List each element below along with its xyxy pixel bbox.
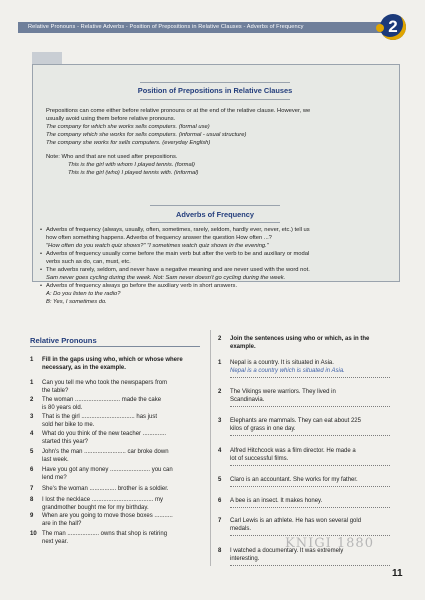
bullet-icon: •	[40, 283, 43, 289]
item-text: interesting.	[230, 556, 260, 562]
answer-line[interactable]	[230, 435, 390, 437]
exercise-number: 1	[30, 357, 34, 363]
item-text: medals.	[230, 526, 252, 532]
item-text: Can you tell me who took the newspapers from	[42, 380, 168, 386]
item-text: Elephants are mammals. They can eat about 225	[230, 418, 361, 424]
item-text: What do you think of the new teacher ..............	[42, 431, 167, 437]
box-text: Prepositions can come either before relative pronouns or at the end of the relative clause. However, we	[46, 108, 311, 114]
bullet-icon: •	[40, 251, 43, 257]
bullet-icon: •	[40, 267, 43, 273]
title-rule-bottom	[140, 99, 290, 100]
item-number: 2	[30, 397, 34, 403]
answer-line[interactable]	[230, 406, 390, 408]
item-text: That is the girl ................................ has just	[42, 414, 158, 420]
item-number: 6	[30, 467, 34, 473]
item-text: I lost the necklace ..................................... my	[42, 497, 164, 503]
item-text: The man ................... owns that shop is retiring	[42, 531, 168, 537]
example-answer: Nepal is a country which is situated in Asia.	[230, 368, 345, 374]
box-title-prepositions: Position of Prepositions in Relative Clauses	[137, 86, 293, 95]
item-text: lot of successful films.	[230, 456, 289, 462]
item-number: 8	[30, 497, 34, 503]
exercise-instruction: example.	[230, 344, 256, 350]
running-header: Relative Pronouns - Relative Adverbs - Position of Prepositions in Relative Clauses - Adverbs of Frequency	[18, 22, 384, 33]
item-text: are in the hall?	[42, 521, 82, 527]
item-number: 3	[218, 418, 222, 424]
item-number: 1	[30, 380, 34, 386]
box-example: A: Do you listen to the radio?	[46, 291, 121, 297]
item-number: 7	[30, 486, 34, 492]
box-example: The company which she works for sells computers. (informal - usual structure)	[46, 132, 247, 138]
item-text: the table?	[42, 388, 69, 394]
watermark: KNIGI 1880	[285, 536, 374, 551]
column-divider	[210, 330, 211, 566]
item-text: started this year?	[42, 439, 89, 445]
title-rule-top	[140, 82, 290, 83]
title-rule-top	[150, 205, 280, 206]
section-rule	[30, 346, 200, 347]
item-number: 6	[218, 498, 222, 504]
item-text: last week.	[42, 457, 69, 463]
box-note: Note: Who and that are not used after prepositions.	[46, 154, 178, 160]
answer-line[interactable]	[230, 486, 390, 488]
item-text: A bee is an insect. It makes honey.	[230, 498, 323, 504]
box-text: Adverbs of frequency usually come before the main verb but after the verb to be and auxiliary or modal	[46, 251, 310, 257]
exercise-number: 2	[218, 336, 222, 342]
box-text: The adverbs rarely, seldom, and never have a negative meaning and are never used with the word not.	[46, 267, 310, 273]
item-text: When are you going to move those boxes ...........	[42, 513, 173, 519]
answer-line[interactable]	[230, 465, 390, 467]
item-text: The Vikings were warriors. They lived in	[230, 389, 336, 395]
item-text: sold her bike to me.	[42, 422, 95, 428]
box-example: "How often do you watch quiz shows?" "I sometimes watch quiz shows in the evening."	[46, 243, 269, 249]
box-example: The company for which she works sells computers. (formal use)	[46, 124, 210, 130]
item-text: The woman ........................... made the cake	[42, 397, 162, 403]
box-note-example: This is the girl (who) I played tennis with. (informal)	[68, 170, 199, 176]
item-text: Nepal is a country. It is situated in Asia.	[230, 360, 334, 366]
item-text: Have you got any money ........................ you can	[42, 467, 173, 473]
item-number: 3	[30, 414, 34, 420]
item-number: 2	[218, 389, 222, 395]
exercise-instruction: Join the sentences using who or which, as in the	[230, 336, 370, 342]
box-example: The company she works for sells computers. (everyday English)	[46, 140, 211, 146]
exercise-instruction: Fill in the gaps using who, which or whose where	[42, 357, 183, 363]
item-text: kilos of grass in one day.	[230, 426, 296, 432]
badge-dot	[376, 24, 384, 32]
item-text: John's the man ......................... car broke down	[42, 449, 169, 455]
item-number: 5	[218, 477, 222, 483]
item-number: 4	[30, 431, 34, 437]
answer-line[interactable]	[230, 377, 390, 379]
item-text: Claro is an accountant. She works for my father.	[230, 477, 358, 483]
box-text: Adverbs of frequency always go before the auxiliary verb in short answers.	[46, 283, 238, 289]
item-text: I watched a documentary. It was extremely	[230, 548, 344, 554]
box-text: how often something happens. Adverbs of frequency answer the question How often ...?	[46, 235, 272, 241]
box-example: B: Yes, I sometimes do.	[46, 299, 107, 305]
item-text: Carl Lewis is an athlete. He has won several gold	[230, 518, 362, 524]
item-number: 7	[218, 518, 222, 524]
bullet-icon: •	[40, 227, 43, 233]
section-title: Relative Pronouns	[30, 336, 97, 345]
unit-badge	[380, 14, 406, 40]
box-text: Adverbs of frequency (always, usually, often, sometimes, rarely, seldom, hardly ever, never, etc.) tell us	[46, 227, 310, 233]
title-rule-bottom	[150, 222, 280, 223]
box-note-example: This is the girl with whom I played tennis. (formal)	[68, 162, 195, 168]
unit-number: 2	[388, 17, 398, 36]
item-number: 1	[218, 360, 222, 366]
item-text: next year.	[42, 539, 69, 545]
box-title-adverbs: Adverbs of Frequency	[175, 210, 255, 219]
box-text: usually avoid using them before relative pronouns.	[46, 116, 176, 122]
item-text: Scandinavia.	[230, 397, 265, 403]
item-text: Alfred Hitchcock was a film director. He made a	[230, 448, 356, 454]
item-number: 5	[30, 449, 34, 455]
item-text: is 80 years old.	[42, 405, 83, 411]
answer-line[interactable]	[230, 565, 390, 567]
item-number: 4	[218, 448, 222, 454]
item-text: lend me?	[42, 475, 67, 481]
box-example: Sam never goes cycling during the week. Not: Sam never doesn't go cycling during the week.	[46, 275, 286, 281]
item-number: 10	[30, 531, 37, 537]
answer-line[interactable]	[230, 507, 390, 509]
exercise-instruction: necessary, as in the example.	[42, 365, 126, 371]
item-text: grandmother bought me for my birthday.	[42, 505, 149, 511]
item-number: 8	[218, 548, 222, 554]
item-number: 9	[30, 513, 34, 519]
page-number: 11	[392, 568, 403, 579]
box-text: verbs such as do, can, must, etc.	[46, 259, 131, 265]
item-text: She's the woman ................ brother is a soldier.	[42, 486, 169, 492]
